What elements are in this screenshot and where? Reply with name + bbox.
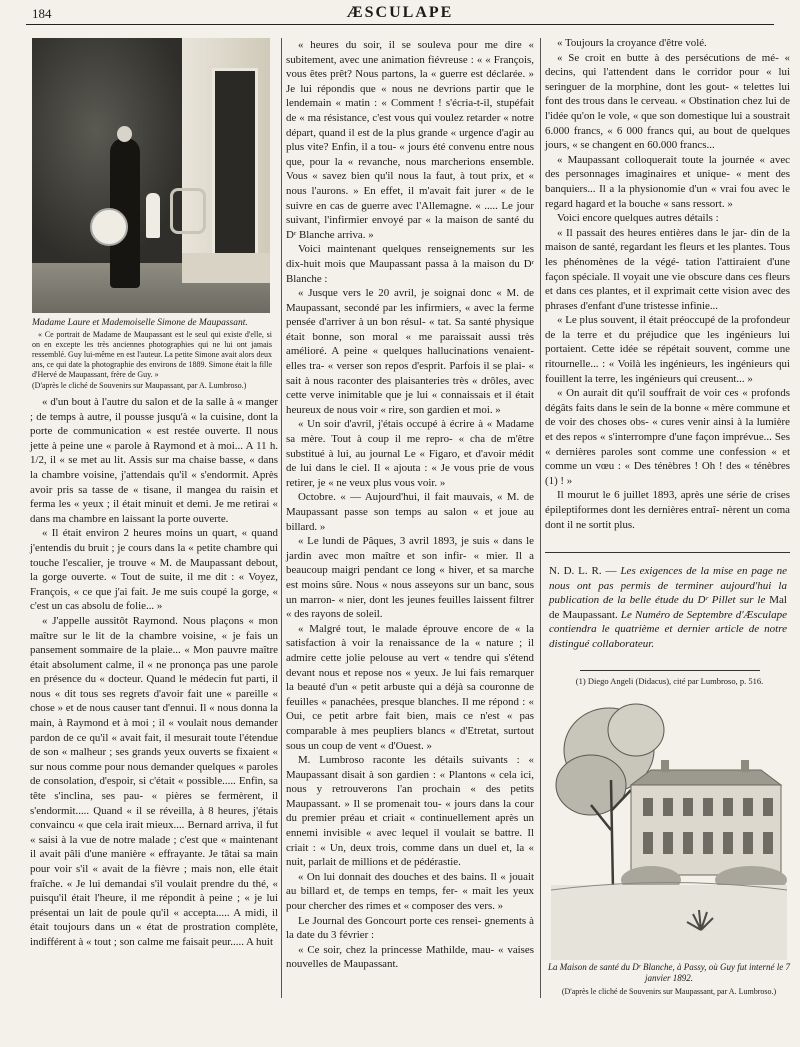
editor-note-text: Les exigences de la mise en page ne nous ont pas permis de terminer aujourd'hui la publication de la belle étude du Dʳ Pillet sur le bbox=[549, 565, 788, 607]
paragraph: « Le plus souvent, il était préoccupé de la profondeur de la terre et du préjudice que les ingénieurs lui portaient. Cette idée se répétait souvent, comme une ritournelle... : « Voilà les ingénieurs, les ingénieurs qui fouillent la terre, les ingénieurs qui creusent... » bbox=[545, 314, 790, 385]
paragraph: Le Journal des Goncourt porte ces rensei- gnements à la date du 3 février : bbox=[286, 914, 534, 942]
asylum-illustration bbox=[551, 690, 787, 960]
paragraph: « Malgré tout, le malade éprouve encore de « la satisfaction à voir la renaissance de la « nature ; il admire cette jolie pelouse au vert « tendre qui s'étend devant nous et repose nos « yeux. Je lui fais remarquer la beauté d'un « petit arbuste qui a déjà sa couronne de feuilles « panachées, presque blanches. Il me répond : « Oui, ce petit arbre fait bien, mais ce n'est « pas comparable à mes peupliers blancs « d'Etretat, surtout sous un coup de vent « d'Ouest. » bbox=[286, 622, 534, 752]
asylum-caption-title: La Maison de santé du Dʳ Blanche, à Passy, où Guy fut interné le 7 janvier 1892. bbox=[548, 962, 790, 983]
asylum-caption bbox=[548, 962, 790, 997]
paragraph: « Il était environ 2 heures moins un quart, « quand j'entendis du bruit ; je cours dans la « petite chambre qui touche l'escalier, je trouve « M. de Maupassant debout, la gorge ouverte. « Tout de suite, il me dit : « Voyez, François, « ce que j'ai fait. Je me suis coupé la gorge, « c'est un cas absolu de folie... » bbox=[30, 527, 278, 613]
paragraph: Il mourut le 6 juillet 1893, après une série de crises épileptiformes dont les dernières entraî- nèrent un coma dont il ne sortit plus. bbox=[545, 489, 790, 531]
running-title: ÆSCULAPE bbox=[346, 4, 454, 21]
paragraph: « Jusque vers le 20 avril, je soignai donc « M. de Maupassant, secondé par les infirmiers, « avec la ferme pensée d'arriver à un bon résul- « tat. Sa santé physique était bonne, son moral « me paraissait aussi très amélioré. A peine « quelques hallucinations venaient-elles tra- « verser son repos d'esprit. Parfois il se plai- « sait à nous raconter des plaisanteries très « drôles, avec cette verve inimitable que je lui « connaissais et il était heureux de nous voir « rire, son gardien et moi. » bbox=[286, 287, 534, 416]
portrait-caption-credit: (D'après le cliché de Souvenirs sur Maupassant, par A. Lumbroso.) bbox=[32, 381, 247, 390]
paragraph: Octobre. « — Aujourd'hui, il fait mauvais, « M. de Maupassant passe son temps au salon « et joue au billard. » bbox=[286, 491, 534, 533]
section-rule bbox=[545, 552, 790, 553]
editor-note-title: Mal de Maupassant. bbox=[549, 594, 787, 621]
page-header bbox=[26, 2, 774, 24]
paragraph: « Un soir d'avril, j'étais occupé à écrire à « Madame sa mère. Tout à coup il me repro- « cha de m'être substitué à lui, au journal Le « Figaro, et d'avoir médit de lui dans le ciel. Il « ajouta : « Je vous prie de vous retirer, je « ne veux plus vous voir. » bbox=[286, 418, 534, 489]
footnote: (1) Diego Angeli (Didacus), cité par Lumbroso, p. 516. bbox=[575, 676, 764, 686]
footnote-rule bbox=[580, 670, 760, 671]
paragraph: « Ce soir, chez la princesse Mathilde, mau- « vaises nouvelles de Maupassant. bbox=[286, 943, 534, 971]
paragraph: « On lui donnait des douches et des bains. Il « jouait au billard et, de temps en temps, fer- « mait les yeux pour chercher des rimes et « composer des vers. » bbox=[286, 870, 534, 913]
paragraph: « On aurait dit qu'il souffrait de voir ces « profonds dégâts faits dans le sein de la bonne « mère commune et de voir des choses obs- « cures venir ainsi à la lumière et des repos « s'interrompre d'une façon imprévue... Ses « dernières paroles sont comme une confession « et comme un vœu : « Des ténèbres ! Oh ! des « ténèbres (1) ! » bbox=[545, 387, 790, 487]
paragraph: « d'un bout à l'autre du salon et de la salle à « manger ; de temps à autre, il pousse jusqu'à « la cuisine, dont la porte de communication « est restée ouverte. Il nous jette à peine une « parole à Raymond et à moi... A 11 h. 1/2, il « se met au lit. Assis sur ma chaise basse, « dans la chambre voisine, j'attendais qu'il « s'endormit. Après avoir pris sa tasse de « tisane, il mangea du raisin et ferma les « yeux ; il était minuit et demi. Je me retirai « dans ma chambre en laissant la porte ouverte. bbox=[30, 396, 278, 525]
text-column-2 bbox=[286, 38, 534, 972]
page-number: 184 bbox=[32, 6, 52, 21]
paragraph: « Maupassant colloquerait toute la journée « avec des personnages imaginaires et unique- « ment des banquiers... Il a la physionomie d'un « vrai fou avec le regard hagard et la bouche « sans ressort. » bbox=[545, 153, 790, 210]
paragraph: « heures du soir, il se souleva pour me dire « subitement, avec une animation fiévreuse : « « François, vous êtes prêt? Nous partons, la « guerre est déclarée. » Je lui répondis que « nous ne devrions partir que le lendemain « matin : « Comment ! s'écria-t-il, stupéfait de « ma résistance, c'est vous qui voulez retarder « notre départ, quand il est de la plus grande « urgence d'agir au plus vite? Enfin, il a tou- « jours été convenu entre nous que, pour la « revanche, nous marcherions ensemble. Vous « savez bien qu'il nous la faut, à tout prix, et « nous l'aurons. » En effet, il m'avait fait jurer « de le suivre en cas de guerre avec l'Allemagne. « ..... Le jour suivant, l'infirmier envoyé par « la maison de santé du Dʳ Blanche arriva. » bbox=[286, 39, 534, 241]
text-column-3 bbox=[545, 36, 790, 532]
paragraph: Voici maintenant quelques renseignements sur les dix-huit mois que Maupassant passa à la maison du Dʳ Blanche : bbox=[286, 243, 534, 285]
editor-note bbox=[549, 564, 787, 652]
paragraph: « J'appelle aussitôt Raymond. Nous plaçons « mon maître sur le lit de la chambre voisine, « je fais un pansement sommaire de la plaie... « Mon pauvre maître était absolument calme, il « ne prononça pas une parole en présence du « docteur. Quand le médecin fut parti, il nous « dit tous ses regrets d'avoir fait une « pareille « chose » et de nous causer tant d'ennui. Il « nous donna la main, à Raymond et à moi ; il « voulait nous demander pardon de ce qu'il « avait fait, il mesurait toute l'étendue de son « malheur ; ses grands yeux ouverts se fixaient « sur nous comme pour nous demander quelques « paroles de consolation, d'espoir, si c'était « possible..... Enfin, sa tête s'inclina, ses pau- « pières se fermèrent, il s'endormit..... Quand « il se réveilla, à 8 heures, j'étais convaincu « que cela irait mieux.... Bernard arriva, il fut « saisi à la vue de notre malade ; c'est que « maintenant il avait pâli d'une manière « effrayante. Je tâtai sa main pour voir s'il « avait de la fièvre ; mais non, elle était fraîche. « Je lui demandai s'il voulait prendre du thé, « puisqu'il était l'heure, il me répondit à peine ; « je lui présentai un lait de poule qu'il « accepta..... A midi, il était toujours dans un « état de prostration complète, indifférent à « tout ; son calme me faisait peur..... A huit bbox=[30, 614, 278, 948]
paragraph: « Il passait des heures entières dans le jar- din de la maison de santé, regardant les fleurs et les plantes. Tous les phénomènes de la végé- tation l'attiraient d'une façon spéciale. Il voyait une vie obscure dans ces fleurs et dans ces plantes, et il exprimait cette vision avec des phrases d'enfant d'une tristesse infinie... bbox=[545, 226, 790, 312]
text-column-1 bbox=[30, 395, 278, 950]
portrait-photograph bbox=[32, 38, 270, 313]
paragraph: « Le lundi de Pâques, 3 avril 1893, je suis « dans le jardin avec mon maître et son infir- « mier. Il a beaucoup maigri pendant ce long « hiver, et sa marche est moins sûre. Nous « nous asseyons sur un banc, sous un marron- « nier, dont les jeunes feuilles laissent filtrer « des rayons de soleil. bbox=[286, 535, 534, 621]
paragraph: « Toujours la croyance d'être volé. bbox=[557, 37, 707, 49]
paragraph: Voici encore quelques autres détails : bbox=[557, 212, 719, 225]
header-rule bbox=[26, 24, 774, 25]
column-divider bbox=[540, 38, 541, 998]
portrait-caption bbox=[32, 318, 272, 391]
paragraph: M. Lumbroso raconte les détails suivants : « Maupassant disait à son gardien : « Plantons « cela ici, nous y retrouverons l'an prochain « des petits Maupassant. » Il se promenait tou- « jours dans la cour du premier préau et criait « continuellement après un ennemi invisible « avec lequel il voulait se battre. Il criait : « Un, deux trois, comme dans un duel et, la « nuit, parlait de millions et de pédérastie. bbox=[286, 754, 534, 869]
paragraph: « Se croit en butte à des persécutions de mé- « decins, qui l'attendent dans le corridor pour « lui seringuer de la morphine, dont les gout- « telettes lui font des trous dans le cerveau. « Obstination chez lui de l'idée qu'on le vole, « que son domestique lui a soustrait 6.000 francs, « 6 000 francs qui, au bout de quelques jours, « se changent en 60.000 francs... bbox=[545, 51, 790, 152]
editor-note-lead: N. D. L. R. — bbox=[549, 565, 617, 577]
portrait-caption-note: « Ce portrait de Madame de Maupassant est le seul qui existe d'elle, si on en excepte les très anciennes photographies qui ne lui ont jamais ressemblé. Guy lui-même en est l'auteur. La petite Simone avait alors deux ans, ce qui date la photographie des environs de 1889. Simone était la fille d'Hervé de Maupassant, frère de Guy. » bbox=[32, 330, 272, 379]
asylum-caption-credit: (D'après le cliché de Souvenirs sur Maupassant, par A. Lumbroso.) bbox=[561, 987, 777, 996]
portrait-caption-title: Madame Laure et Mademoiselle Simone de Maupassant. bbox=[32, 318, 248, 328]
column-divider bbox=[281, 38, 282, 998]
asylum-drawing bbox=[551, 690, 787, 960]
editor-note-text-end: Le Numéro de Septembre d'Æsculape contiendra le quatrième et dernier article de notre distingué collaborateur. bbox=[549, 608, 787, 650]
